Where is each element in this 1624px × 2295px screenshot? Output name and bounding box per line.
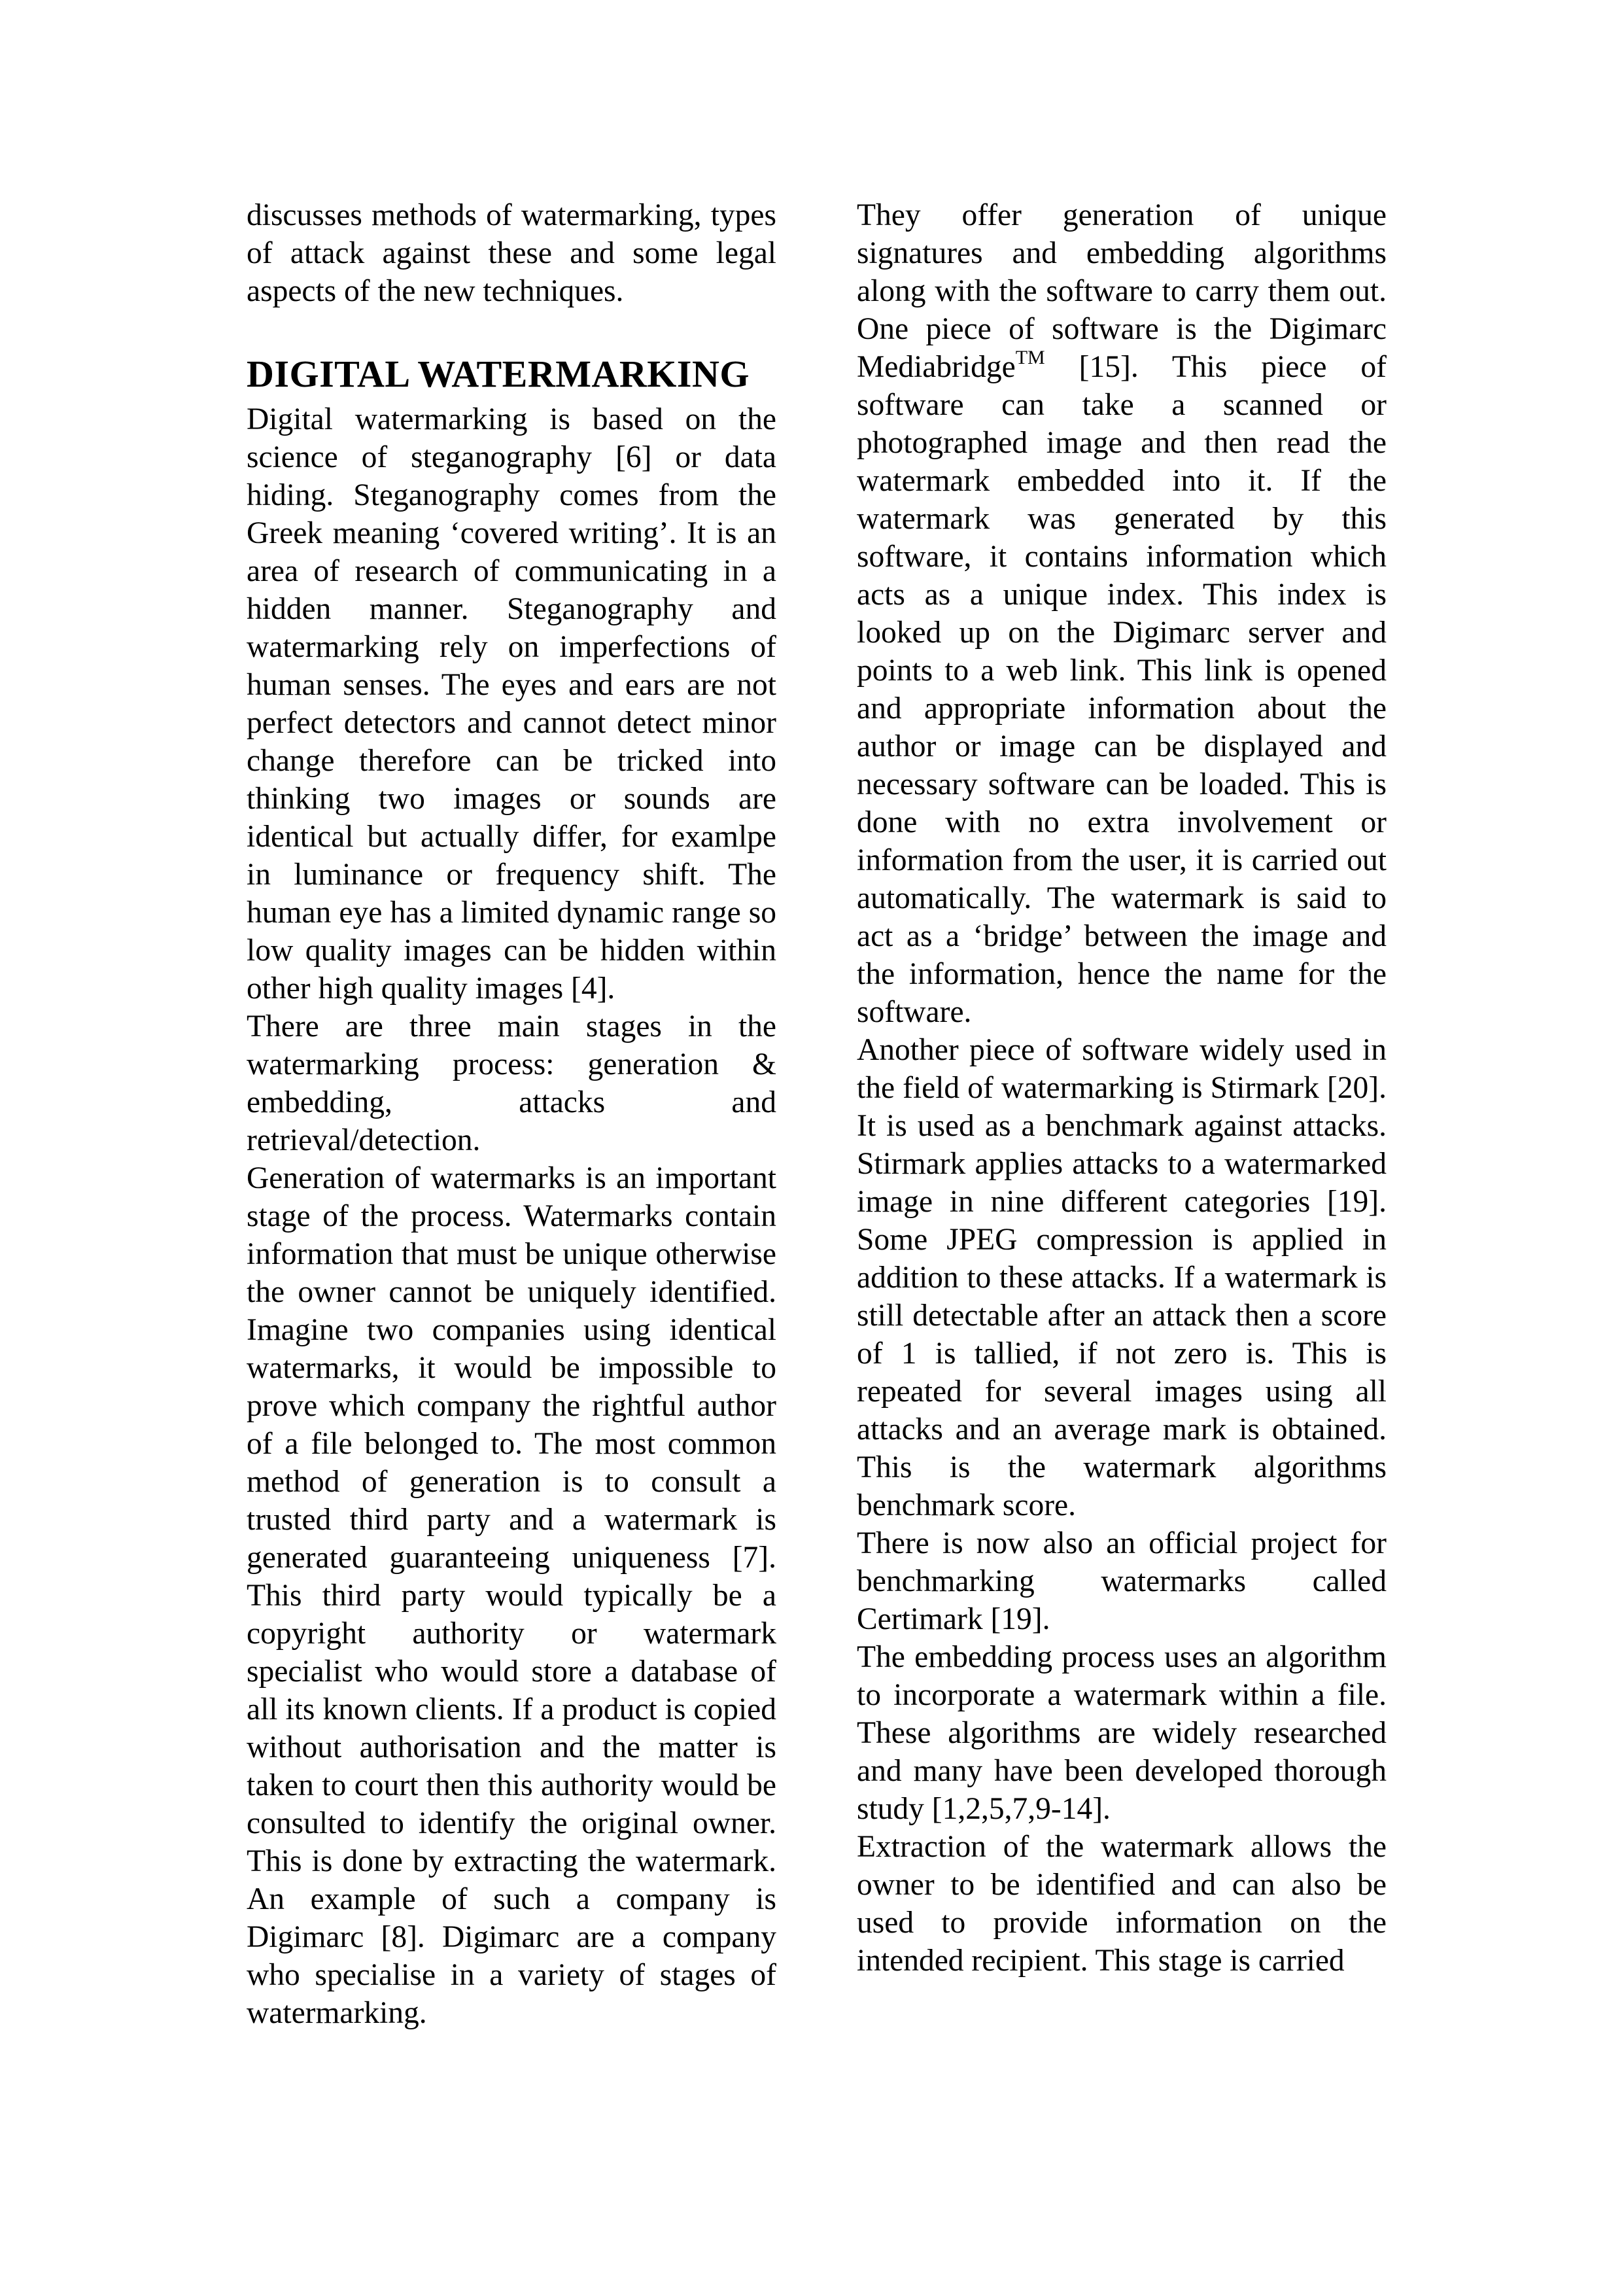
paragraph-extraction: Extraction of the watermark allows the owner to be identified and can also be used to provide information on the intended recipient. This stage is carried (857, 1830, 1387, 1978)
right-column (857, 196, 1387, 1980)
trademark-superscript: TM (1015, 347, 1045, 368)
paragraph-digimarc-software (857, 196, 1387, 1031)
intro-paragraph: discusses methods of watermarking, types of attack against these and some legal aspects of the new techniques. (247, 198, 776, 308)
paragraph-stages: There are three main stages in the watermarking process: generation & embedding, attacks and retrieval/detection. (247, 1009, 776, 1157)
paragraph-generation: Generation of watermarks is an important stage of the process. Watermarks contain information that must be unique otherwise the owner cannot be uniquely identified. Imagine two companies using identical watermarks, it would be impossible to prove which company the rightful author of a file belonged to. The most common method of generation is to consult a trusted third party and a watermark is generated guaranteeing uniqueness [7]. This third party would typically be a copyright authority or watermark specialist who would store a database of all its known clients. If a product is copied without authorisation and the matter is taken to court then this authority would be consulted to identify the original owner. This is done by extracting the watermark. An example of such a company is Digimarc [8]. Digimarc are a company who specialise in a variety of stages of watermarking. (247, 1161, 776, 2030)
paragraph-certimark: There is now also an official project for benchmarking watermarks called Certimark [19]. (857, 1526, 1387, 1636)
section-heading: DIGITAL WATERMARKING (247, 353, 750, 395)
mediabridge-text: They offer generation of unique signatures and embedding algorithms along with the software to carry them out. One piece of software is the Digimarc Mediabridge (857, 198, 1387, 384)
left-column (247, 196, 776, 2032)
paragraph-steganography: Digital watermarking is based on the science of steganography [6] or data hiding. Steganography comes from the Greek meaning ‘covered writing’. It is an area of research of communicating in a hidden manner. Steganography and watermarking rely on imperfections of human senses. The eyes and ears are not perfect detectors and cannot detect minor change therefore can be tricked into thinking two images or sounds are identical but actually differ, for examlpe in luminance or frequency shift. The human eye has a limited dynamic range so low quality images can be hidden within other high quality images [4]. (247, 402, 776, 1006)
paragraph-stirmark: Another piece of software widely used in the field of watermarking is Stirmark [20]. It is used as a benchmark against attacks. Stirmark applies attacks to a watermarked image in nine different categories [19]. Some JPEG compression is applied in addition to these attacks. If a watermark is still detectable after an attack then a score of 1 is tallied, if not zero is. This is repeated for several images using all attacks and an average mark is obtained. This is the watermark algorithms benchmark score. (857, 1033, 1387, 1522)
paragraph-embedding: The embedding process uses an algorithm to incorporate a watermark within a file. These algorithms are widely researched and many have been developed thorough study [1,2,5,7,9-14]. (857, 1640, 1387, 1826)
mediabridge-text-continued: [15]. This piece of software can take a scanned or photographed image and then read the watermark embedded into it. If the watermark was generated by this software, it contains information which acts as a unique index. This index is looked up on the Digimarc server and points to a web link. This link is opened and appropriate information about the author or image can be displayed and necessary software can be loaded. This is done with no extra involvement or information from the user, it is carried out automatically. The watermark is said to act as a ‘bridge’ between the image and the information, hence the name for the software. (857, 350, 1387, 1029)
